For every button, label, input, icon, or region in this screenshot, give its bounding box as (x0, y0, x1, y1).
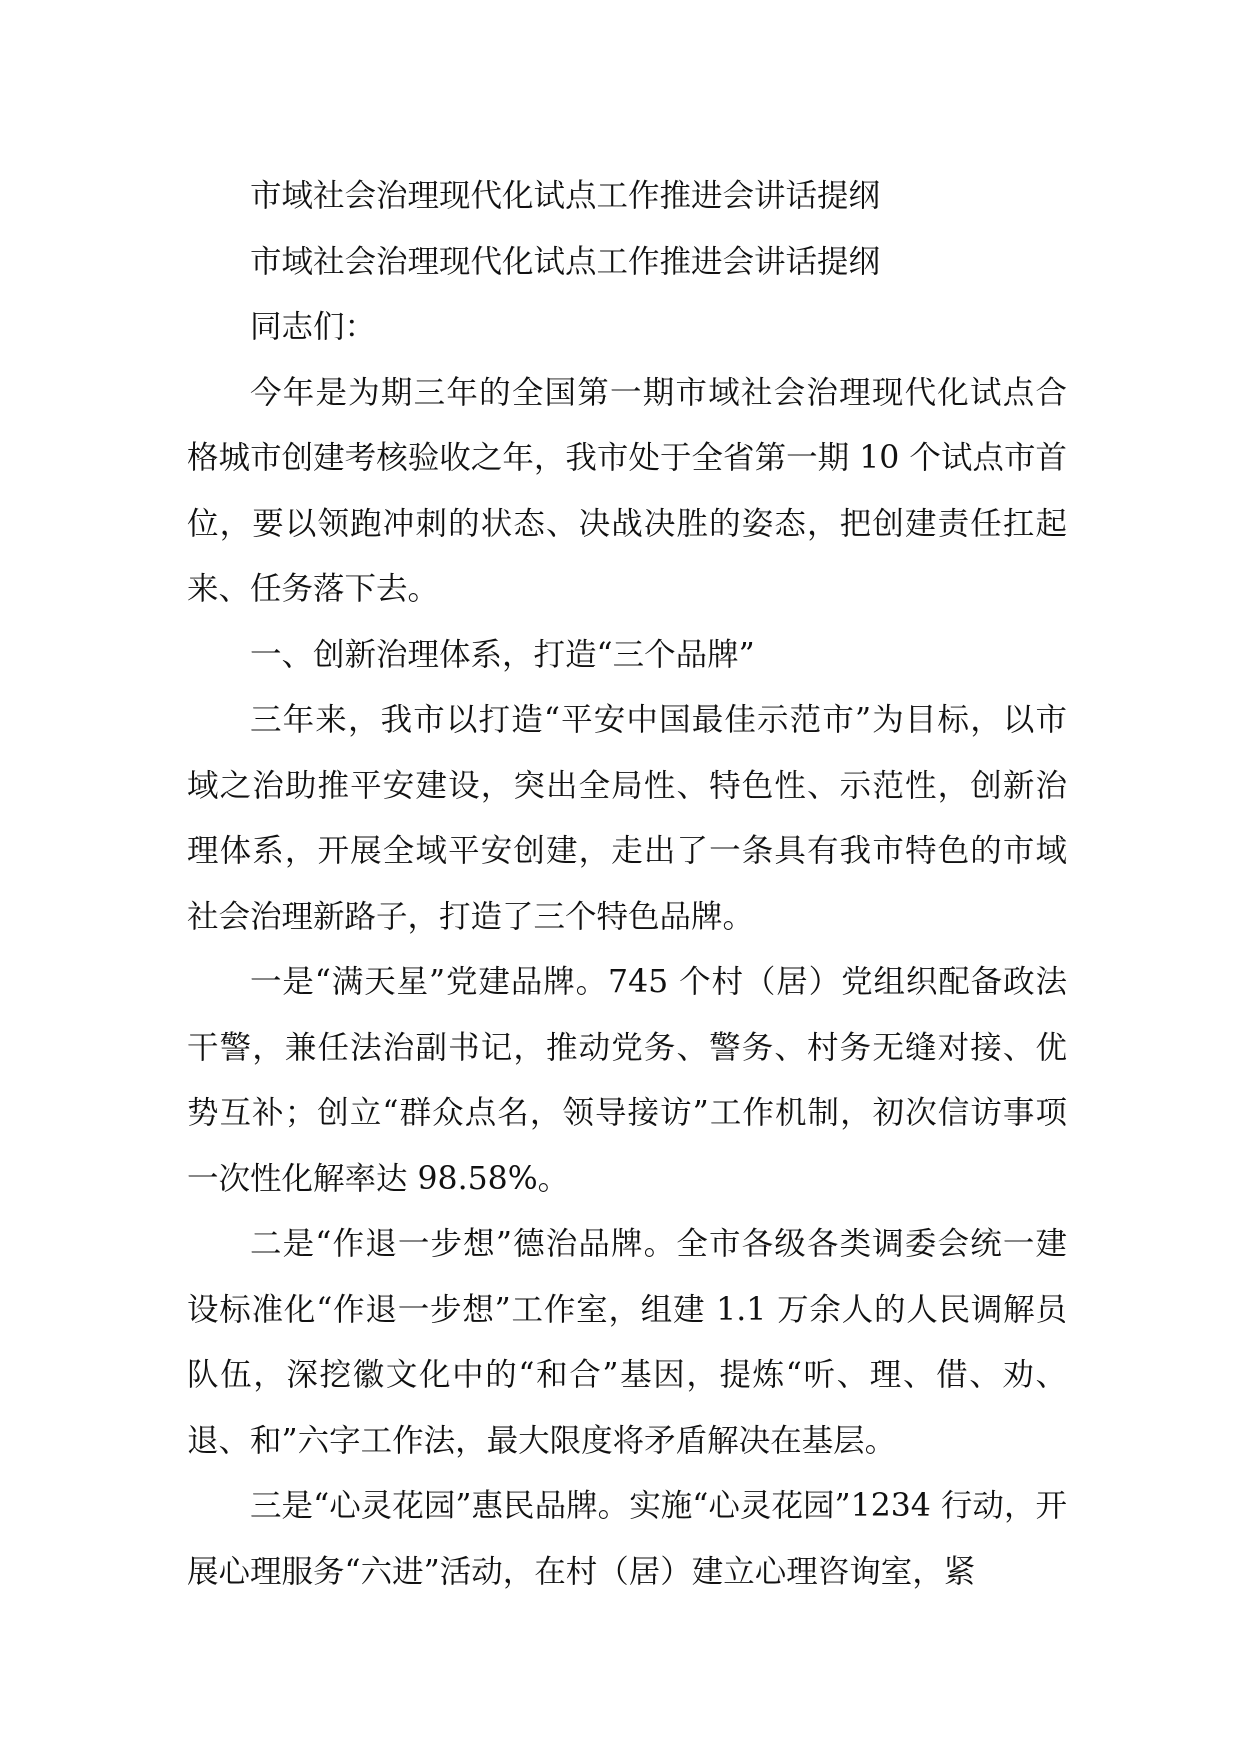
paragraph-brand-1: 一是“满天星”党建品牌。745 个村（居）党组织配备政法干警，兼任法治副书记，推动党务、警务、村务无缝对接、优势互补；创立“群众点名，领导接访”工作机制，初次信访事项一次性化解率达 98.58%。 (187, 964, 1067, 1197)
paragraph-overview: 三年来，我市以打造“平安中国最佳示范市”为目标，以市域之治助推平安建设，突出全局性、特色性、示范性，创新治理体系，开展全域平安创建，走出了一条具有我市特色的市域社会治理新路子，打造了三个特色品牌。 (187, 702, 1067, 935)
document-body (187, 164, 1067, 1605)
paragraph-brand-2: 二是“作退一步想”德治品牌。全市各级各类调委会统一建设标准化“作退一步想”工作室，组建 1.1 万余人的人民调解员队伍，深挖徽文化中的“和合”基因，提炼“听、理、借、劝、退、和”六字工作法，最大限度将矛盾解决在基层。 (187, 1226, 1067, 1459)
section-heading-1: 一、创新治理体系，打造“三个品牌” (250, 636, 755, 673)
paragraph-intro: 今年是为期三年的全国第一期市域社会治理现代化试点合格城市创建考核验收之年，我市处于全省第一期 10 个试点市首位，要以领跑冲刺的状态、决战决胜的姿态，把创建责任扛起来、任务落下去。 (187, 374, 1067, 607)
greeting: 同志们： (250, 309, 377, 345)
paragraph-brand-3: 三是“心灵花园”惠民品牌。实施“心灵花园”1234 行动，开展心理服务“六进”活动，在村（居）建立心理咨询室，紧 (187, 1488, 1067, 1590)
document-title: 市域社会治理现代化试点工作推进会讲话提纲 (250, 178, 881, 214)
document-subtitle: 市域社会治理现代化试点工作推进会讲话提纲 (250, 243, 881, 280)
